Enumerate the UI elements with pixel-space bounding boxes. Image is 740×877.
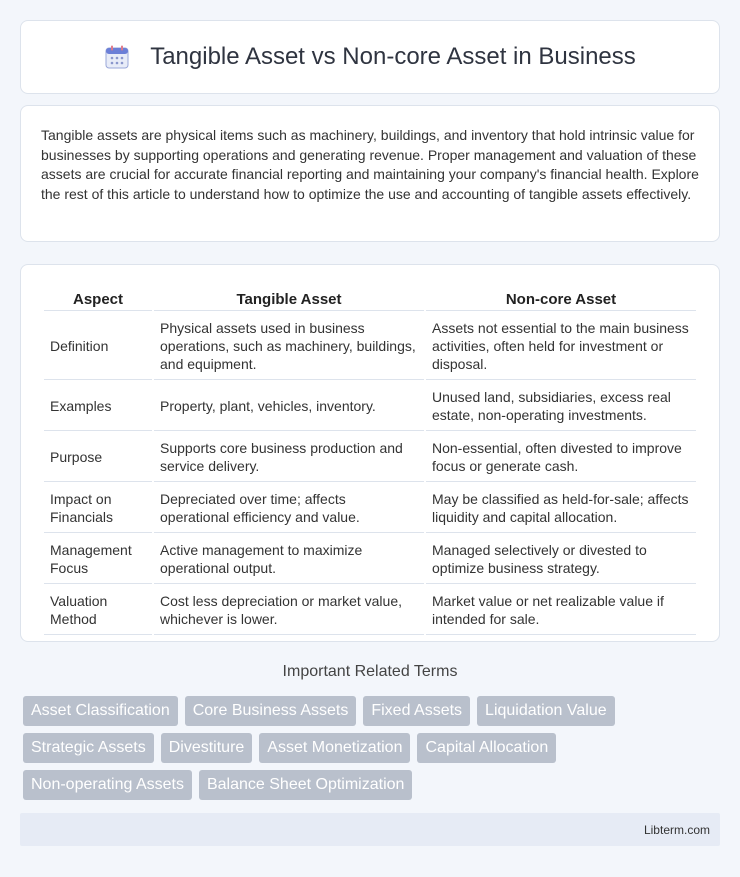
cell-tangible: Property, plant, vehicles, inventory. (154, 382, 424, 431)
cell-aspect: Impact on Financials (44, 484, 152, 533)
table-row (44, 313, 696, 380)
cell-noncore: Non-essential, often divested to improve focus or generate cash. (426, 433, 696, 482)
footer (20, 813, 720, 846)
cell-aspect: Management Focus (44, 535, 152, 584)
intro-paragraph: Tangible assets are physical items such as machinery, buildings, and inventory that hold intrinsic value for businesses by supporting operations and generating revenue. Proper management and valuation of these assets are crucial for accurate financial reporting and maintaining your company's financial health. Explore the rest of this article to understand how to optimize the use and accounting of tangible assets effectively. (41, 127, 699, 202)
cell-noncore: Assets not essential to the main business activities, often held for investment or disposal. (426, 313, 696, 380)
related-term-tag[interactable]: Strategic Assets (23, 733, 154, 763)
footer-site-link[interactable]: Libterm.com (643, 822, 710, 837)
related-term-tag[interactable]: Asset Classification (23, 696, 178, 726)
cell-tangible: Depreciated over time; affects operational efficiency and value. (154, 484, 424, 533)
table-row (44, 586, 696, 635)
table-row (44, 535, 696, 584)
related-term-tag[interactable]: Asset Monetization (259, 733, 410, 763)
related-terms-heading: Important Related Terms (282, 663, 458, 680)
column-header-noncore: Non-core Asset (426, 285, 696, 311)
cell-noncore: Market value or net realizable value if intended for sale. (426, 586, 696, 635)
cell-aspect: Valuation Method (44, 586, 152, 635)
cell-tangible: Physical assets used in business operations, such as machinery, buildings, and equipment. (154, 313, 424, 380)
comparison-table (42, 283, 698, 637)
related-term-tag[interactable]: Capital Allocation (417, 733, 556, 763)
cell-tangible: Supports core business production and service delivery. (154, 433, 424, 482)
comparison-table-card (20, 264, 720, 642)
cell-aspect: Examples (44, 382, 152, 431)
page-title: Tangible Asset vs Non-core Asset in Business (150, 43, 636, 70)
related-term-tag[interactable]: Divestiture (161, 733, 253, 763)
related-terms-list (23, 696, 723, 800)
cell-tangible: Active management to maximize operational output. (154, 535, 424, 584)
related-term-tag[interactable]: Balance Sheet Optimization (199, 770, 412, 800)
cell-noncore: May be classified as held-for-sale; affects liquidity and capital allocation. (426, 484, 696, 533)
table-row (44, 433, 696, 482)
calendar-icon (104, 44, 130, 70)
cell-noncore: Managed selectively or divested to optimize business strategy. (426, 535, 696, 584)
related-term-tag[interactable]: Liquidation Value (477, 696, 615, 726)
cell-aspect: Purpose (44, 433, 152, 482)
related-term-tag[interactable]: Fixed Assets (363, 696, 470, 726)
cell-noncore: Unused land, subsidiaries, excess real estate, non-operating investments. (426, 382, 696, 431)
table-row (44, 382, 696, 431)
cell-aspect: Definition (44, 313, 152, 380)
table-header-row (44, 285, 696, 311)
header-card (20, 20, 720, 94)
intro-card (20, 105, 720, 242)
table-row (44, 484, 696, 533)
cell-tangible: Cost less depreciation or market value, whichever is lower. (154, 586, 424, 635)
column-header-tangible: Tangible Asset (154, 285, 424, 311)
related-term-tag[interactable]: Core Business Assets (185, 696, 357, 726)
column-header-aspect: Aspect (44, 285, 152, 311)
related-term-tag[interactable]: Non-operating Assets (23, 770, 192, 800)
